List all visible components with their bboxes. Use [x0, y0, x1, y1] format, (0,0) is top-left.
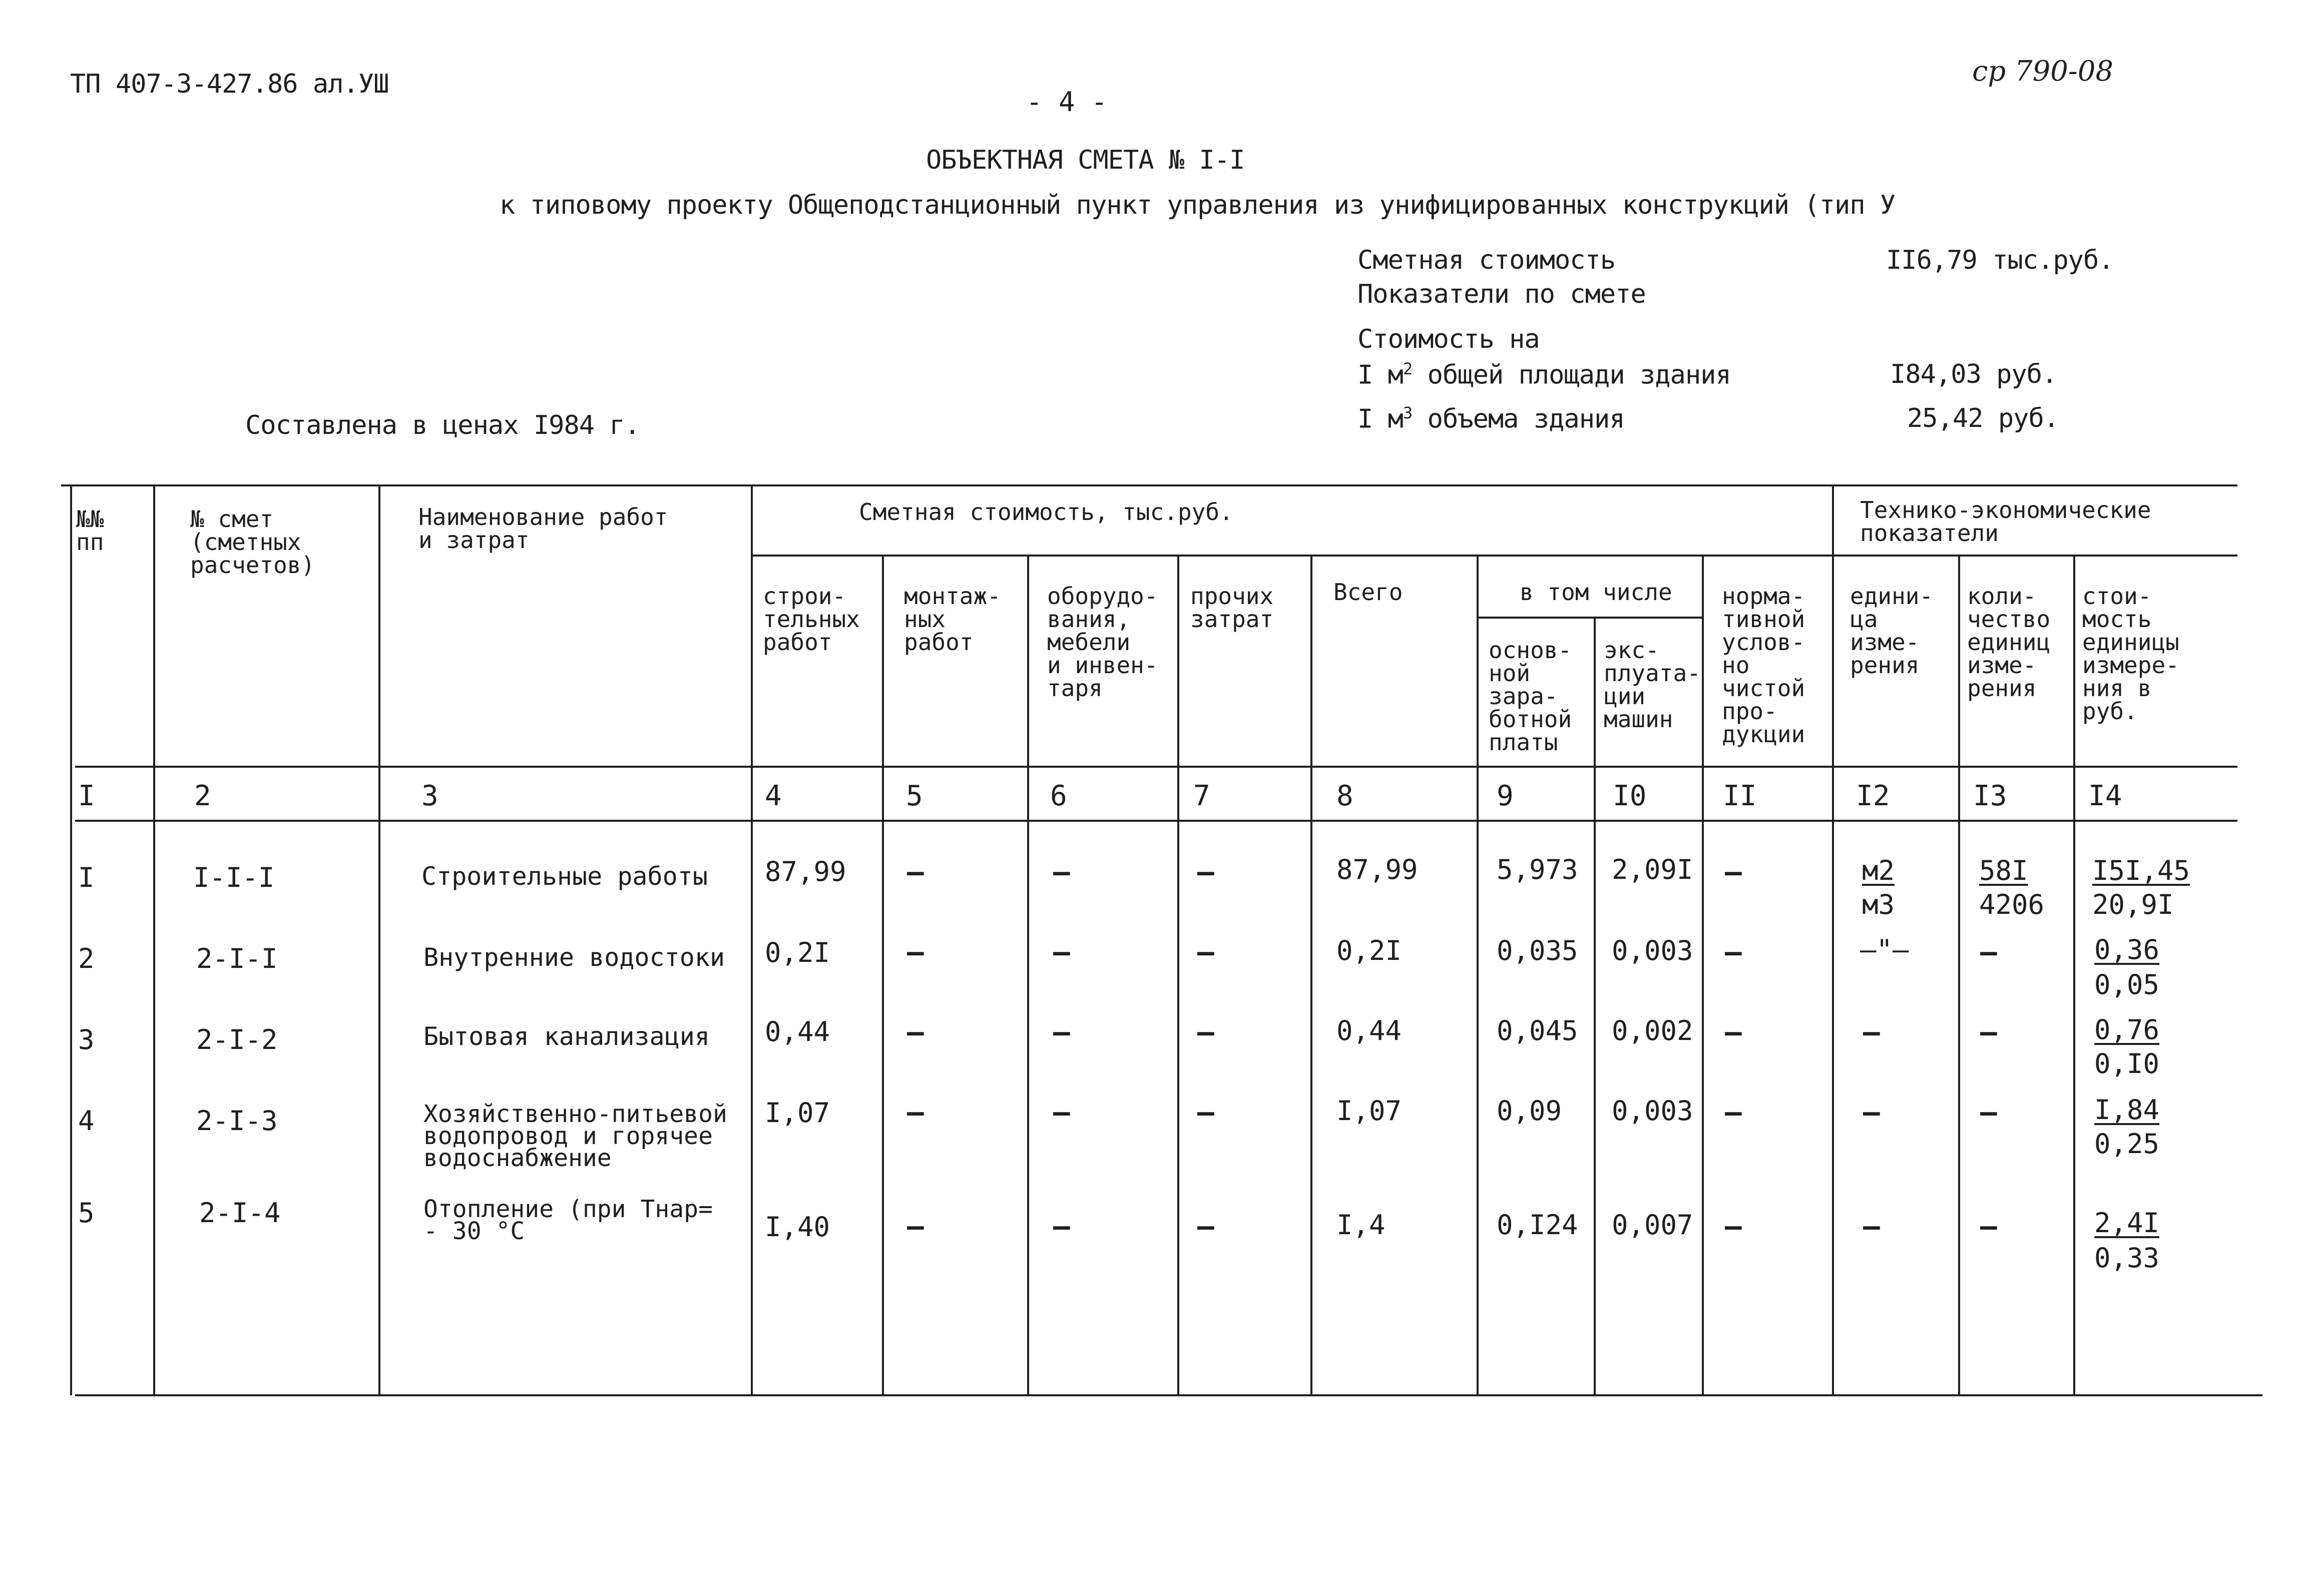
col-rule-13	[2073, 555, 2075, 1395]
estimate-code: 2-I-4	[199, 1197, 281, 1229]
wages-cost: 0,09	[1497, 1095, 1562, 1127]
summary-volume-label: I $м^3$ объема здания	[1357, 403, 1625, 434]
row-number: I	[78, 862, 95, 893]
machines-cost: 0,003	[1612, 1095, 1693, 1127]
unit-cost-bottom: 0,33	[2094, 1242, 2160, 1274]
work-name: Отопление (при Тнар= - 30 °С	[423, 1195, 713, 1245]
col-rule-7	[1310, 555, 1312, 1395]
header-including: в том числе	[1520, 579, 1672, 606]
table-top-border	[61, 484, 2237, 486]
column-number-6: 6	[1050, 780, 1067, 812]
equipment-cost: –	[1053, 856, 1070, 888]
wages-cost: 0,035	[1497, 935, 1578, 966]
header-total: Всего	[1333, 579, 1403, 606]
installation-cost: –	[907, 936, 924, 968]
other-cost: –	[1197, 856, 1214, 888]
unit-top: –	[1863, 1096, 1880, 1129]
unit-cost-bottom: 0,I0	[2094, 1048, 2160, 1080]
column-number-2: 2	[194, 780, 211, 812]
row-number: 4	[78, 1105, 95, 1137]
other-cost: –	[1197, 1210, 1214, 1243]
quantity-top: 58I	[1979, 855, 2028, 886]
other-cost: –	[1197, 936, 1214, 968]
summary-area-value: I84,03 руб.	[1890, 359, 2057, 389]
page-number: - 4 -	[1026, 86, 1108, 118]
unit-cost-top: 2,4I	[2094, 1207, 2160, 1239]
estimate-code: I-I-I	[193, 862, 275, 893]
table-bottom-border	[75, 1394, 2262, 1396]
col-rule-5	[1027, 555, 1029, 1395]
header-cost-group: Сметная стоимость, тыс.руб.	[859, 498, 1233, 525]
wages-cost: 5,973	[1497, 854, 1578, 885]
norm-production: –	[1725, 856, 1742, 888]
unit-cost-bottom: 20,9I	[2092, 889, 2174, 920]
equipment-cost: –	[1053, 1210, 1070, 1243]
handwritten-stamp: ср 790-08	[1972, 55, 2114, 88]
col-rule-9	[1594, 617, 1596, 1395]
unit-cost-bottom: 0,05	[2094, 969, 2160, 1000]
column-number-1: I	[78, 780, 95, 812]
unit-top: –"–	[1860, 934, 1909, 965]
machines-cost: 2,09I	[1612, 854, 1693, 885]
col-rule-2	[378, 484, 380, 1395]
col-rule-6	[1177, 555, 1179, 1395]
header-norm-production: норма- тивной услов- но чистой про- дукции	[1722, 583, 1805, 748]
summary-cost-value: II6,79 тыс.руб.	[1886, 245, 2114, 275]
header-construction: строи- тельных работ	[763, 583, 860, 656]
column-number-5: 5	[906, 780, 923, 812]
estimate-code: 2-I-I	[196, 943, 278, 974]
machines-cost: 0,002	[1612, 1015, 1693, 1046]
total-cost: I,07	[1336, 1095, 1402, 1127]
including-rule	[1477, 617, 1702, 619]
prices-note: Составлена в ценах I984 г.	[245, 410, 640, 440]
header-unit-cost: стои- мость единицы измере- ния в руб.	[2082, 583, 2179, 725]
machines-cost: 0,007	[1612, 1209, 1693, 1241]
unit-cost-top: 0,36	[2094, 934, 2160, 965]
summary-area-label: I $м^2$ общей площади здания	[1357, 359, 1731, 390]
col-rule-11	[1832, 484, 1834, 1395]
norm-production: –	[1725, 936, 1742, 968]
col-rule-0	[70, 484, 72, 1395]
header-unit: едини- ца изме- рения	[1850, 583, 1934, 679]
summary-cost-per-label: Стоимость на	[1357, 324, 1540, 354]
installation-cost: –	[907, 1096, 924, 1129]
installation-cost: –	[907, 856, 924, 888]
column-number-rule	[75, 820, 2237, 822]
header-equipment: оборудо- вания, мебели и инвен- таря	[1047, 583, 1158, 702]
construction-cost: I,40	[765, 1211, 830, 1243]
summary-cost-label: Сметная стоимость	[1357, 245, 1616, 275]
header-name: Наименование работ и затрат	[418, 503, 668, 554]
installation-cost: –	[907, 1016, 924, 1048]
construction-cost: 0,44	[765, 1016, 830, 1047]
construction-cost: 0,2I	[765, 937, 830, 968]
wages-cost: 0,045	[1497, 1015, 1578, 1046]
norm-production: –	[1725, 1016, 1742, 1048]
equipment-cost: –	[1053, 1016, 1070, 1048]
column-number-10: I0	[1613, 780, 1647, 812]
equipment-cost: –	[1053, 1096, 1070, 1129]
quantity-top: –	[1980, 1096, 1997, 1129]
header-wages: основ- ной зара- ботной платы	[1489, 637, 1572, 756]
total-cost: 87,99	[1336, 854, 1418, 885]
header-machines: экс- плуата- ции машин	[1604, 637, 1701, 733]
col-rule-8	[1477, 555, 1479, 1395]
quantity-bottom: 4206	[1979, 889, 2045, 920]
total-cost: 0,2I	[1336, 935, 1402, 966]
norm-production: –	[1725, 1096, 1742, 1129]
unit-top: –	[1863, 1210, 1880, 1243]
estimate-code: 2-I-3	[196, 1105, 278, 1137]
total-cost: I,4	[1336, 1209, 1386, 1241]
unit-bottom: м3	[1862, 889, 1895, 920]
col-rule-12	[1958, 555, 1960, 1395]
col-rule-4	[882, 555, 884, 1395]
header-estimate: № смет (сметных расчетов)	[190, 505, 315, 579]
row-number: 2	[78, 943, 95, 974]
work-name: Внутренние водостоки	[423, 943, 725, 972]
other-cost: –	[1197, 1096, 1214, 1129]
project-code: ТП 407-3-427.86 ал.УШ	[70, 69, 389, 99]
column-number-8: 8	[1336, 780, 1353, 812]
work-name: Строительные работы	[421, 862, 708, 891]
header-bottom-rule	[75, 766, 2237, 768]
column-number-11: II	[1723, 780, 1757, 812]
quantity-top: –	[1980, 1210, 1997, 1243]
other-cost: –	[1197, 1016, 1214, 1048]
column-number-9: 9	[1497, 780, 1514, 812]
header-num: №№ пп	[76, 505, 104, 556]
unit-top: –	[1863, 1016, 1880, 1048]
work-name: Бытовая канализация	[423, 1022, 710, 1051]
unit-cost-top: 0,76	[2094, 1014, 2160, 1045]
document-title: ОБЪЕКТНАЯ СМЕТА № I-I	[926, 145, 1245, 175]
header-tech-group: Технико-экономические показатели	[1860, 496, 2151, 547]
unit-top: м2	[1862, 855, 1895, 886]
wages-cost: 0,I24	[1497, 1209, 1578, 1241]
tech-group-rule	[1832, 555, 2237, 557]
equipment-cost: –	[1053, 936, 1070, 968]
summary-volume-value: 25,42 руб.	[1907, 403, 2059, 433]
column-number-14: I4	[2088, 780, 2122, 812]
installation-cost: –	[907, 1210, 924, 1243]
machines-cost: 0,003	[1612, 935, 1693, 966]
construction-cost: 87,99	[765, 856, 846, 887]
header-other: прочих затрат	[1190, 583, 1274, 633]
work-name: Хозяйственно-питьевой водопровод и горячее водоснабжение	[423, 1100, 727, 1172]
construction-cost: I,07	[765, 1097, 830, 1129]
unit-cost-top: I,84	[2094, 1094, 2160, 1126]
column-number-4: 4	[765, 780, 782, 812]
header-quantity: коли- чество единиц изме- рения	[1967, 583, 2051, 702]
norm-production: –	[1725, 1210, 1742, 1243]
row-number: 5	[78, 1197, 95, 1229]
quantity-top: –	[1980, 936, 1997, 968]
col-rule-1	[153, 484, 155, 1395]
column-number-12: I2	[1856, 780, 1890, 812]
cost-group-rule	[751, 555, 1832, 557]
estimate-code: 2-I-2	[196, 1024, 278, 1055]
summary-indicators-label: Показатели по смете	[1357, 279, 1646, 309]
row-number: 3	[78, 1024, 95, 1055]
column-number-7: 7	[1193, 780, 1210, 812]
column-number-3: 3	[421, 780, 438, 812]
col-rule-3	[751, 484, 753, 1395]
header-installation: монтаж- ных работ	[904, 583, 1001, 656]
total-cost: 0,44	[1336, 1015, 1402, 1046]
document-subtitle: к типовому проекту Общеподстанционный пункт управления из унифицированных конструкций (тип У	[500, 190, 1896, 220]
col-rule-10	[1702, 555, 1704, 1395]
quantity-top: –	[1980, 1016, 1997, 1048]
column-number-13: I3	[1973, 780, 2007, 812]
unit-cost-bottom: 0,25	[2094, 1128, 2160, 1160]
unit-cost-top: I5I,45	[2092, 855, 2190, 886]
